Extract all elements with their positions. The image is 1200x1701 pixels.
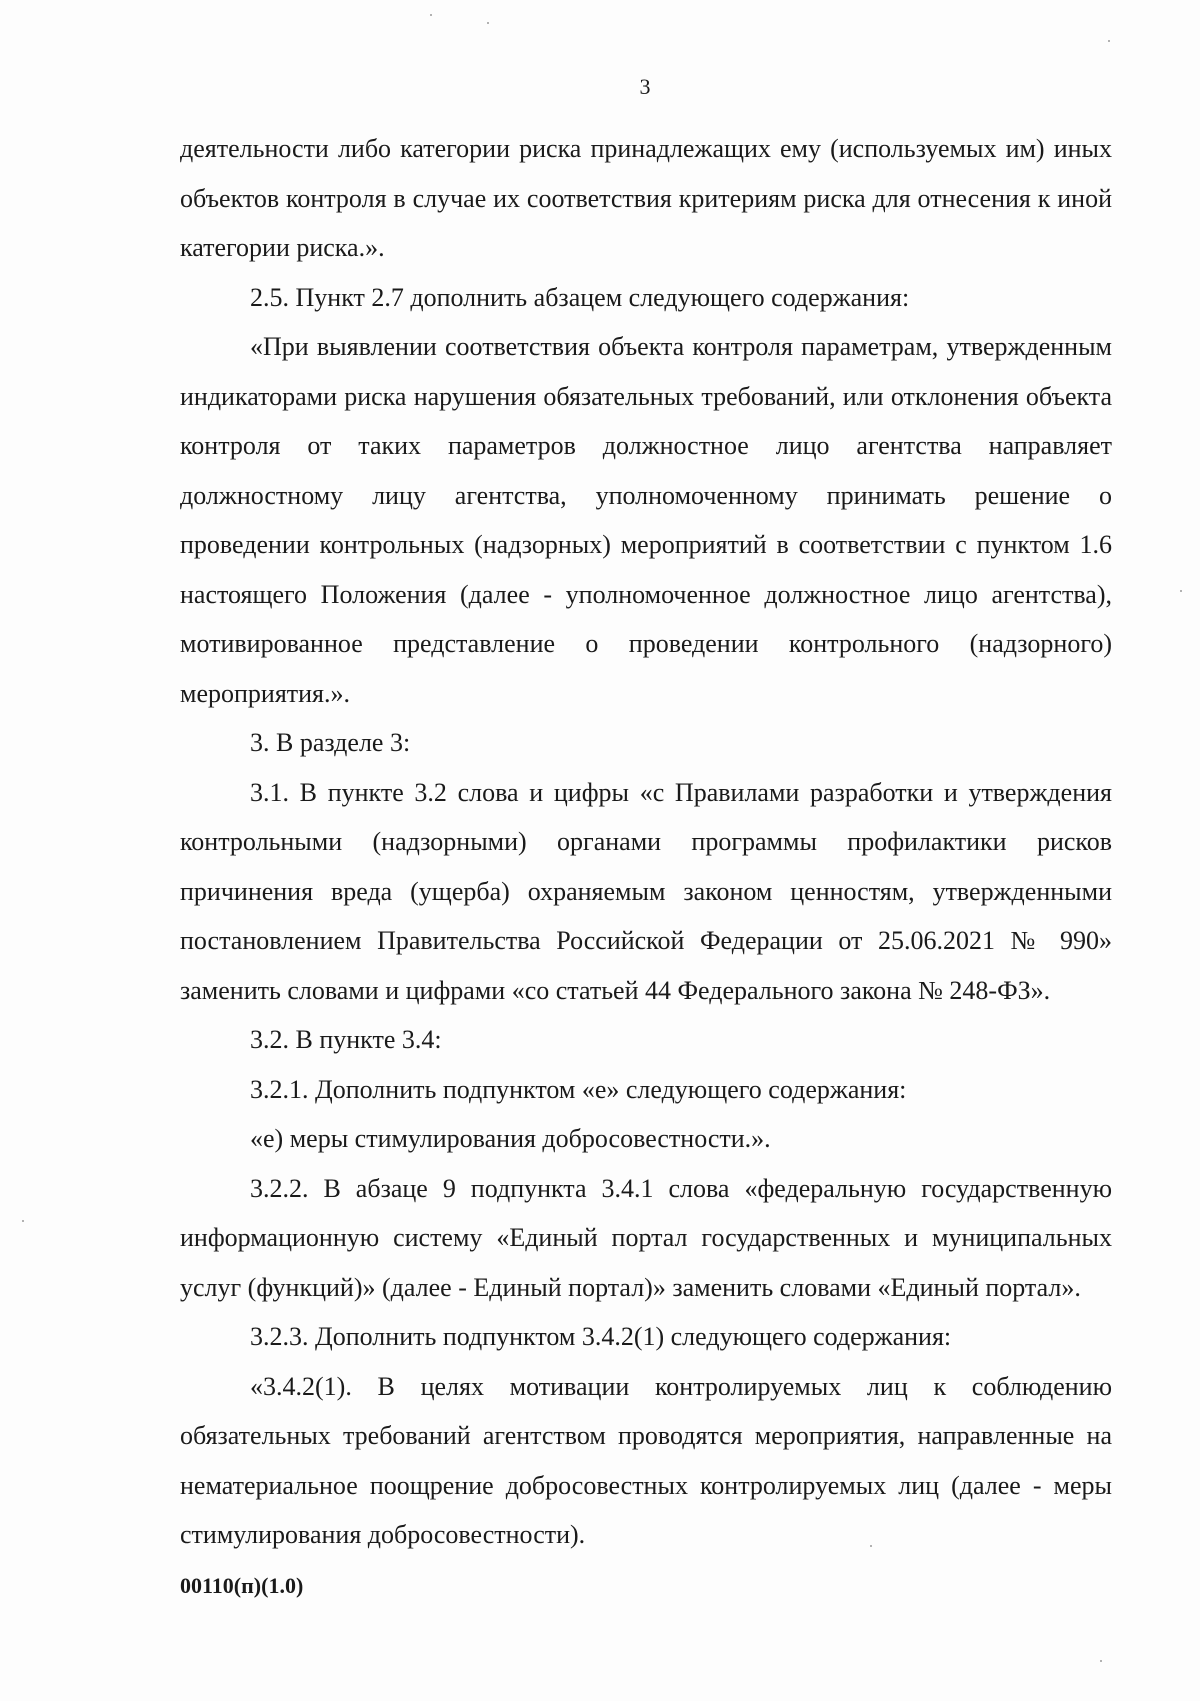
paragraph-3-2: 3.2. В пункте 3.4: bbox=[250, 1025, 442, 1054]
paragraph-3-2-2: 3.2.2. В абзаце 9 подпункта 3.4.1 слова «федеральную государственную информационную систему «Единый портал государственных и муниципальных услуг (функций)» (далее - Единый портал)» заменить словами «Единый портал». bbox=[180, 1173, 1112, 1302]
paragraph-section-3: 3. В разделе 3: bbox=[250, 728, 411, 757]
scan-speck bbox=[22, 1220, 24, 1222]
page-number: 3 bbox=[639, 74, 651, 99]
scan-speck bbox=[1100, 1660, 1102, 1662]
paragraph-3-1: 3.1. В пункте 3.2 слова и цифры «с Правилами разработки и утверждения контрольными (надзорными) органами программы профилактики рисков причинения вреда (ущерба) охраняемым законом ценностям, утвержденными постановлением Правительства Российской Федерации от 25.06.2021 № 990» заменить словами и цифрами «со статьей 44 Федерального закона № 248-ФЗ». bbox=[180, 777, 1112, 1005]
paragraph-3-2-1: 3.2.1. Дополнить подпунктом «е» следующего содержания: bbox=[250, 1074, 907, 1104]
paragraph-continuation: деятельности либо категории риска принадлежащих ему (используемых им) иных объектов контроля в случае их соответствия критериям риска для отнесения к иной категории риска.». bbox=[180, 134, 1112, 262]
paragraph-quote-indicators: «При выявлении соответствия объекта контроля параметрам, утвержденным индикаторами риска нарушения обязательных требований, или отклонения объекта контроля от таких параметров должностное лицо агентства направляет должностному лицу агентства, уполномоченному принимать решение о проведении контрольных (надзорных) мероприятий в соответствии с пунктом 1.6 настоящего Положения (далее - уполномоченное должностное лицо агентства), мотивированное представление о проведении контрольного (надзорного) мероприятия.». bbox=[180, 332, 1112, 708]
scan-speck bbox=[870, 1545, 872, 1547]
paragraph-2-5: 2.5. Пункт 2.7 дополнить абзацем следующего содержания: bbox=[250, 282, 910, 312]
document-code: 00110(п)(1.0) bbox=[180, 1573, 304, 1598]
paragraph-3-2-3: 3.2.3. Дополнить подпунктом 3.4.2(1) следующего содержания: bbox=[250, 1322, 952, 1351]
paragraph-quote-e: «е) меры стимулирования добросовестности.». bbox=[250, 1124, 771, 1153]
paragraph-quote-3-4-2-1: «3.4.2(1). В целях мотивации контролируемых лиц к соблюдению обязательных требований агентством проводятся мероприятия, направленные на нематериальное поощрение добросовестных контролируемых лиц (далее - меры стимулирования добросовестности). bbox=[180, 1371, 1112, 1549]
scan-speck bbox=[487, 22, 489, 24]
document-body bbox=[180, 124, 1112, 1560]
scan-speck bbox=[1180, 590, 1182, 592]
scan-speck bbox=[1108, 40, 1110, 42]
scan-speck bbox=[430, 14, 432, 16]
